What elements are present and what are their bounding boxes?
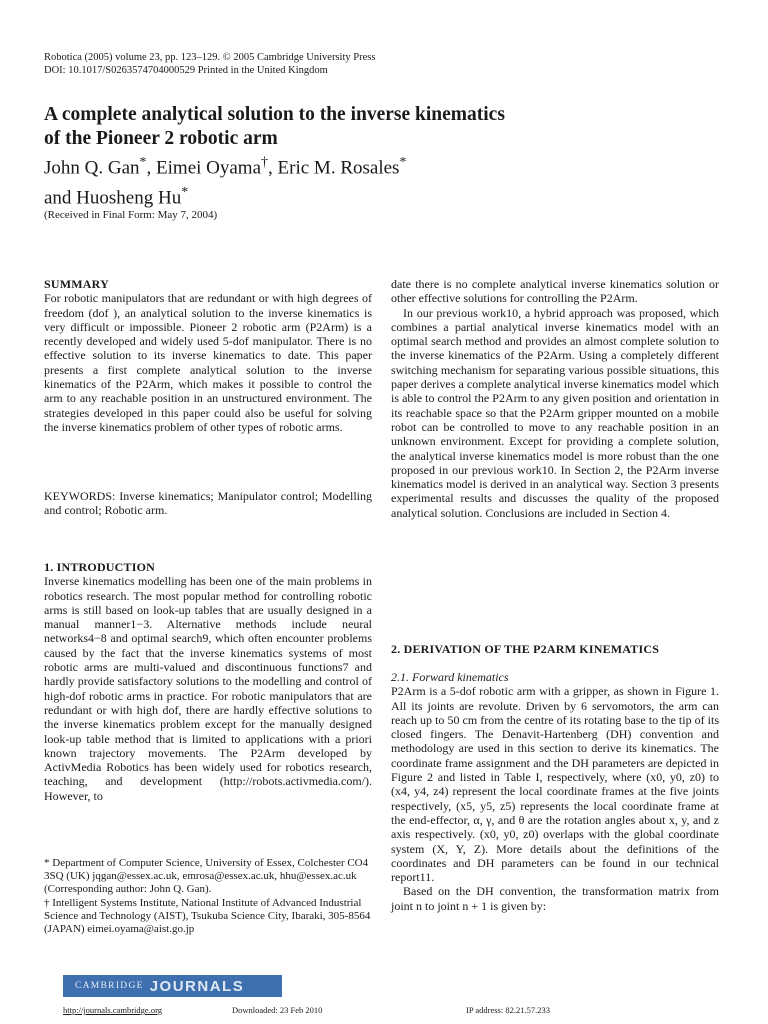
- introduction-body: Inverse kinematics modelling has been one of the main problems in robotics research. The most popular method for controlling robotic arms is still based on look-up tables that are usually designed in a manual manner1−3. Alternative methods include neural networks4−8 and optimal search9, which often encounter problems caused by the fact that the inverse kinematics systems of most robotic arms are multi-valued and discontinuous functions7 and hardly provide satisfactory solutions to the modelling and control of high-dof robotic arms in practice. For robotic manipulators that are redundant or with high dof, there are hardly effective solutions to the inverse kinematics problem except for the manually designed look-up table method that is limited to applications with a priori known trajectory movements. The P2Arm developed by ActivMedia Robotics has been widely used for robotics research, teaching, and development (http://robots.activmedia.com/). However, to: [44, 574, 372, 803]
- journal-header: [44, 51, 375, 77]
- doi-line: DOI: 10.1017/S0263574704000529 Printed in the United Kingdom: [44, 65, 328, 76]
- paragraph: In our previous work10, a hybrid approach was proposed, which combines a partial analytical inverse kinematics model with an optimal search method and provides an almost complete solution to the inverse kinematics of the P2Arm. Using a completely different switching mechanism for separating various possible situations, this paper derives a complete analytical inverse kinematics model which is able to control the P2Arm to any given position and orientation in its reachable space so that the P2Arm gripper mounted on a mobile robot can be controlled to move to any reachable position in an unknown environment. Except for providing a complete solution, the analytical inverse kinematics model is more robust than the one proposed in our previous work10. In Section 2, the P2Arm inverse kinematics model is derived in an analytical way. Section 3 presents experimental results and discusses the quality of the proposed analytical solution. Conclusions are included in Section 4.: [391, 305, 719, 520]
- affiliation-mark: †: [261, 155, 269, 170]
- affiliation-mark: *: [399, 155, 407, 170]
- journal-url[interactable]: [63, 1005, 162, 1015]
- summary-heading: SUMMARY: [44, 277, 109, 291]
- keywords: KEYWORDS: Inverse kinematics; Manipulator control; Modelling and control; Robotic arm.: [44, 489, 372, 518]
- cambridge-journals-logo: CAMBRIDGE JOURNALS: [63, 975, 282, 997]
- section-2-heading: 2. DERIVATION OF THE P2ARM KINEMATICS: [391, 642, 660, 656]
- journal-citation: Robotica (2005) volume 23, pp. 123–129. © 2005 Cambridge University Press: [44, 52, 376, 63]
- footnote-essex: * Department of Computer Science, University of Essex, Colchester CO4 3SQ (UK) jqgan@essex.ac.uk, emrosa@essex.ac.uk, hhu@essex.ac.uk: [44, 857, 369, 883]
- introduction-heading: 1. INTRODUCTION: [44, 560, 156, 574]
- paper-title: A complete analytical solution to the inverse kinematics of the Pioneer 2 robotic arm: [44, 104, 505, 149]
- journal-link[interactable]: http://journals.cambridge.org: [63, 1005, 162, 1015]
- author-name: , Eric M. Rosales: [268, 157, 400, 179]
- footnotes: [44, 857, 372, 936]
- subsection-2-1: [391, 670, 719, 913]
- summary-body: For robotic manipulators that are redundant or with high degrees of freedom (dof ), an analytical solution to the inverse kinematics is very difficult or impossible. Pioneer 2 robotic arm (P2Arm) is a recently developed and widely used 5-dof manipulator. There is no effective solution to its inverse kinematics to date. This paper presents a first complete analytical solution to the inverse kinematics of the P2Arm, which makes it possible to control the arm to any reachable position in an unstructured environment. The strategies developed in this paper could also be useful for solving the inverse kinematics problem of other types of robotic arms.: [44, 291, 372, 434]
- paragraph: date there is no complete analytical inverse kinematics solution or other effective solutions for controlling the P2Arm.: [391, 277, 719, 306]
- footnote-corresponding: (Corresponding author: John Q. Gan).: [44, 883, 212, 896]
- received-date: (Received in Final Form: May 7, 2004): [44, 209, 218, 221]
- paragraph: Based on the DH convention, the transformation matrix from joint n to joint n + 1 is given by:: [391, 884, 719, 913]
- section-2: [391, 642, 719, 656]
- author-name: , Eimei Oyama: [146, 157, 262, 179]
- affiliation-mark: *: [181, 185, 189, 201]
- subsection-heading: 2.1. Forward kinematics: [391, 670, 509, 684]
- summary-section: [44, 277, 372, 434]
- ip-address: IP address: 82.21.57.233: [466, 1005, 550, 1015]
- author-list: [44, 150, 734, 211]
- author-name: and Huosheng Hu: [44, 187, 182, 209]
- footnote-aist: † Intelligent Systems Institute, National Institute of Advanced Industrial Science and Technology (AIST), Tsukuba Science City, Ibaraki, 305-8564 (JAPAN) eimei.oyama@aist.go.jp: [44, 896, 371, 936]
- downloaded-date: Downloaded: 23 Feb 2010: [232, 1005, 323, 1015]
- affiliation-mark: *: [139, 155, 147, 170]
- author-name: John Q. Gan: [44, 157, 140, 179]
- introduction-section: [44, 560, 372, 803]
- paragraph: P2Arm is a 5-dof robotic arm with a gripper, as shown in Figure 1. All its joints are revolute. Driven by 6 servomotors, the arm can reach up to 50 cm from the centre of its rotating base to the tip of its closed fingers. The Denavit-Hartenberg (DH) convention and methodology are used in this section to derive its kinematics. The coordinate frame assignment and the DH parameters are depicted in Figure 2 and listed in Table I, respectively, where (x0, y0, z0) to (x4, y4, z4) represent the local coordinate frames at the five joints respectively, (x5, y5, z5) represents the local coordinate frame at the end-effector, α, γ, and θ are the rotation angles about x, y, and z axis respectively. (x0, y0, z0) overlaps with the global coordinate system (X, Y, Z). More details about the definitions of the coordinates and DH parameters can be found in our technical report11.: [391, 684, 719, 885]
- right-column: [391, 277, 719, 520]
